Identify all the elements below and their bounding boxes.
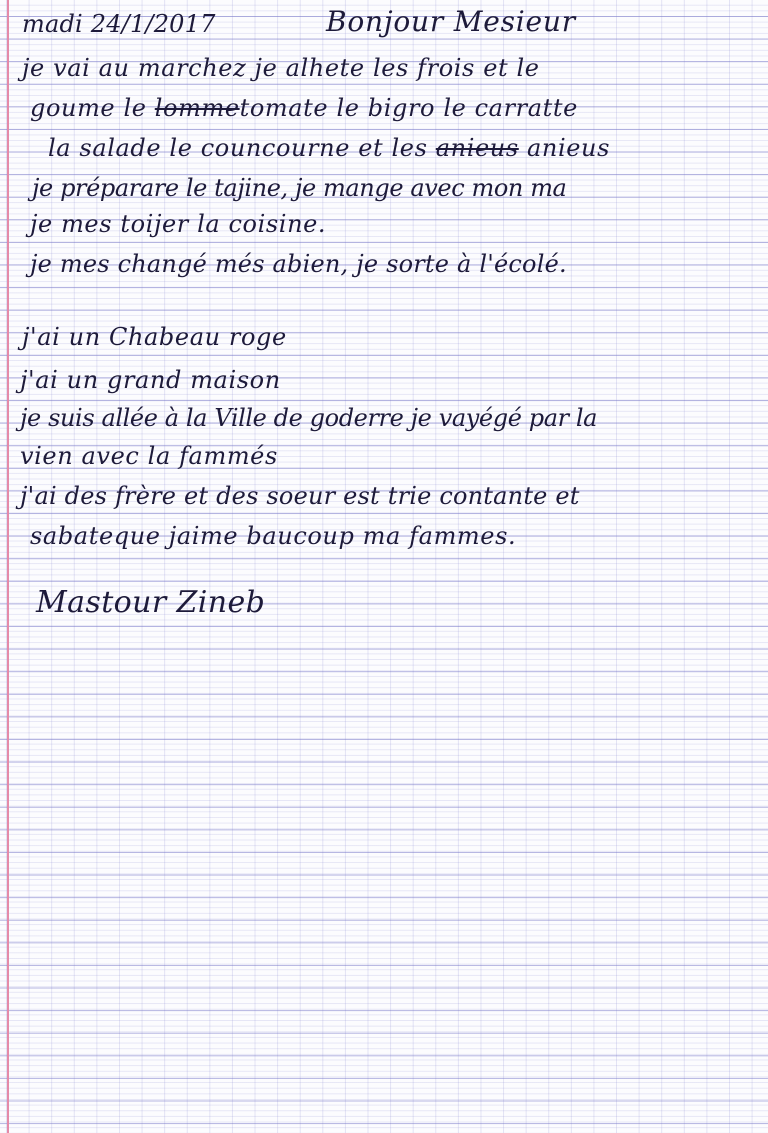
struck-word-1: lomme [154, 94, 240, 122]
struck-word-2: anieus [435, 134, 519, 162]
letter-line-2 [30, 96, 578, 120]
letter-line-8: j'ai un grand maison [20, 366, 281, 394]
signature: Mastour Zineb [36, 585, 266, 620]
letter-line-2-start: goume le [30, 94, 155, 122]
letter-line-6: je mes changé més abien, je sorte à l'écolé. [30, 250, 567, 278]
letter-greeting: Bonjour Mesieur [326, 5, 576, 38]
letter-line-3-end: anieus [527, 134, 611, 162]
letter-date: madi 24/1/2017 [22, 10, 216, 38]
margin-line [7, 0, 9, 1133]
letter-line-11: j'ai des frère et des soeur est trie contante et [20, 482, 580, 510]
letter-line-3 [48, 136, 610, 160]
letter-line-4: je préparare le tajine, je mange avec mon ma [32, 174, 567, 202]
letter-line-7: j'ai un Chabeau roge [22, 323, 287, 351]
letter-line-5: je mes toijer la coisine. [30, 210, 327, 238]
letter-line-10: vien avec la fammés [20, 442, 278, 470]
letter-line-3-start: la salade le councourne et les [48, 134, 436, 162]
letter-line-1: je vai au marchez je alhete les frois et le [22, 54, 540, 82]
letter-line-2-end: tomate le bigro le carratte [239, 94, 578, 122]
letter-line-9: je suis allée à la Ville de goderre je vayégé par la [20, 404, 598, 432]
letter-line-12: sabateque jaime baucoup ma fammes. [30, 522, 517, 550]
